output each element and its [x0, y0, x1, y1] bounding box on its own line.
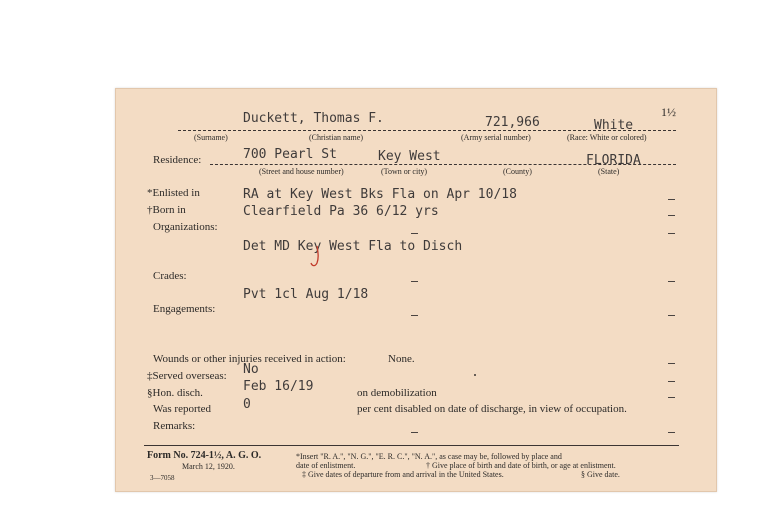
was-reported-suffix: per cent disabled on date of discharge, in view of occupation.	[357, 403, 627, 415]
born-value: Clearfield Pa 36 6/12 yrs	[243, 204, 439, 219]
hon-disch-suffix: on demobilization	[357, 387, 437, 399]
tab-mark	[411, 281, 418, 282]
tab-mark	[668, 397, 675, 398]
service-record-card	[115, 88, 717, 492]
street-value: 700 Pearl St	[243, 147, 337, 162]
state-caption: (State)	[598, 167, 620, 176]
tab-mark	[411, 233, 418, 234]
tab-mark	[411, 432, 418, 433]
footnote-4: ‡ Give dates of departure from and arrival in the United States.	[302, 470, 504, 479]
tab-mark	[668, 215, 675, 216]
residence-rule	[210, 164, 676, 165]
tab-mark	[668, 315, 675, 316]
town-value: Key West	[378, 149, 441, 164]
tab-mark	[668, 432, 675, 433]
grades-value: Pvt 1cl Aug 1/18	[243, 287, 369, 302]
organizations-label: Organizations:	[153, 221, 218, 233]
wounds-value: None.	[388, 353, 415, 365]
was-reported-value: 0	[243, 397, 251, 412]
organizations-value: Det MD Key West Fla to Disch	[243, 239, 463, 254]
enlisted-label: *Enlisted in	[147, 187, 200, 199]
tab-mark	[668, 281, 675, 282]
served-overseas-value: No	[243, 362, 259, 377]
footer-rule	[144, 445, 679, 446]
served-overseas-label: ‡Served overseas:	[147, 370, 227, 382]
grades-label: Crades:	[153, 270, 187, 282]
form-date: March 12, 1920.	[182, 462, 235, 471]
form-number: Form No. 724-1½, A. G. O.	[147, 450, 262, 461]
form-code: 3—7058	[150, 474, 175, 482]
residence-label: Residence:	[153, 154, 202, 166]
serial-caption: (Army serial number)	[461, 133, 531, 142]
town-caption: (Town or city)	[381, 167, 428, 176]
christian-name-caption: (Christian name)	[309, 133, 363, 142]
county-caption: (County)	[503, 167, 532, 176]
race-value: White	[594, 118, 634, 133]
tab-mark	[668, 363, 675, 364]
enlisted-value: RA at Key West Bks Fla on Apr 10/18	[243, 187, 517, 202]
serial-number-value: 721,966	[485, 115, 540, 130]
footnote-1: *Insert "R. A.", "N. G.", "E. R. C.", "N. A.", as case may be, followed by place and	[296, 452, 562, 461]
tab-mark	[411, 315, 418, 316]
remarks-label: Remarks:	[153, 420, 196, 432]
pencil-dot	[474, 374, 476, 376]
tab-mark	[668, 199, 675, 200]
hon-disch-value: Feb 16/19	[243, 379, 314, 394]
header-rule	[178, 130, 676, 131]
footnote-5: § Give date.	[581, 470, 620, 479]
race-caption: (Race: White or colored)	[567, 133, 647, 142]
tab-mark	[668, 233, 675, 234]
wounds-label: Wounds or other injuries received in action:	[153, 353, 346, 365]
corner-mark: 1½	[661, 105, 676, 119]
footnote-2: date of enlistment.	[296, 461, 356, 470]
tab-mark	[668, 381, 675, 382]
name-value: Duckett, Thomas F.	[243, 111, 384, 126]
hon-disch-label: §Hon. disch.	[147, 387, 203, 399]
born-label: †Born in	[147, 204, 186, 216]
was-reported-label: Was reported	[153, 403, 212, 415]
engagements-label: Engagements:	[153, 303, 216, 315]
surname-caption: (Surname)	[194, 133, 228, 142]
footnote-3: † Give place of birth and date of birth, or age at enlistment.	[426, 461, 616, 470]
state-value: FLORIDA	[586, 153, 641, 168]
red-pencil-mark	[309, 244, 323, 270]
street-caption: (Street and house number)	[259, 167, 344, 176]
